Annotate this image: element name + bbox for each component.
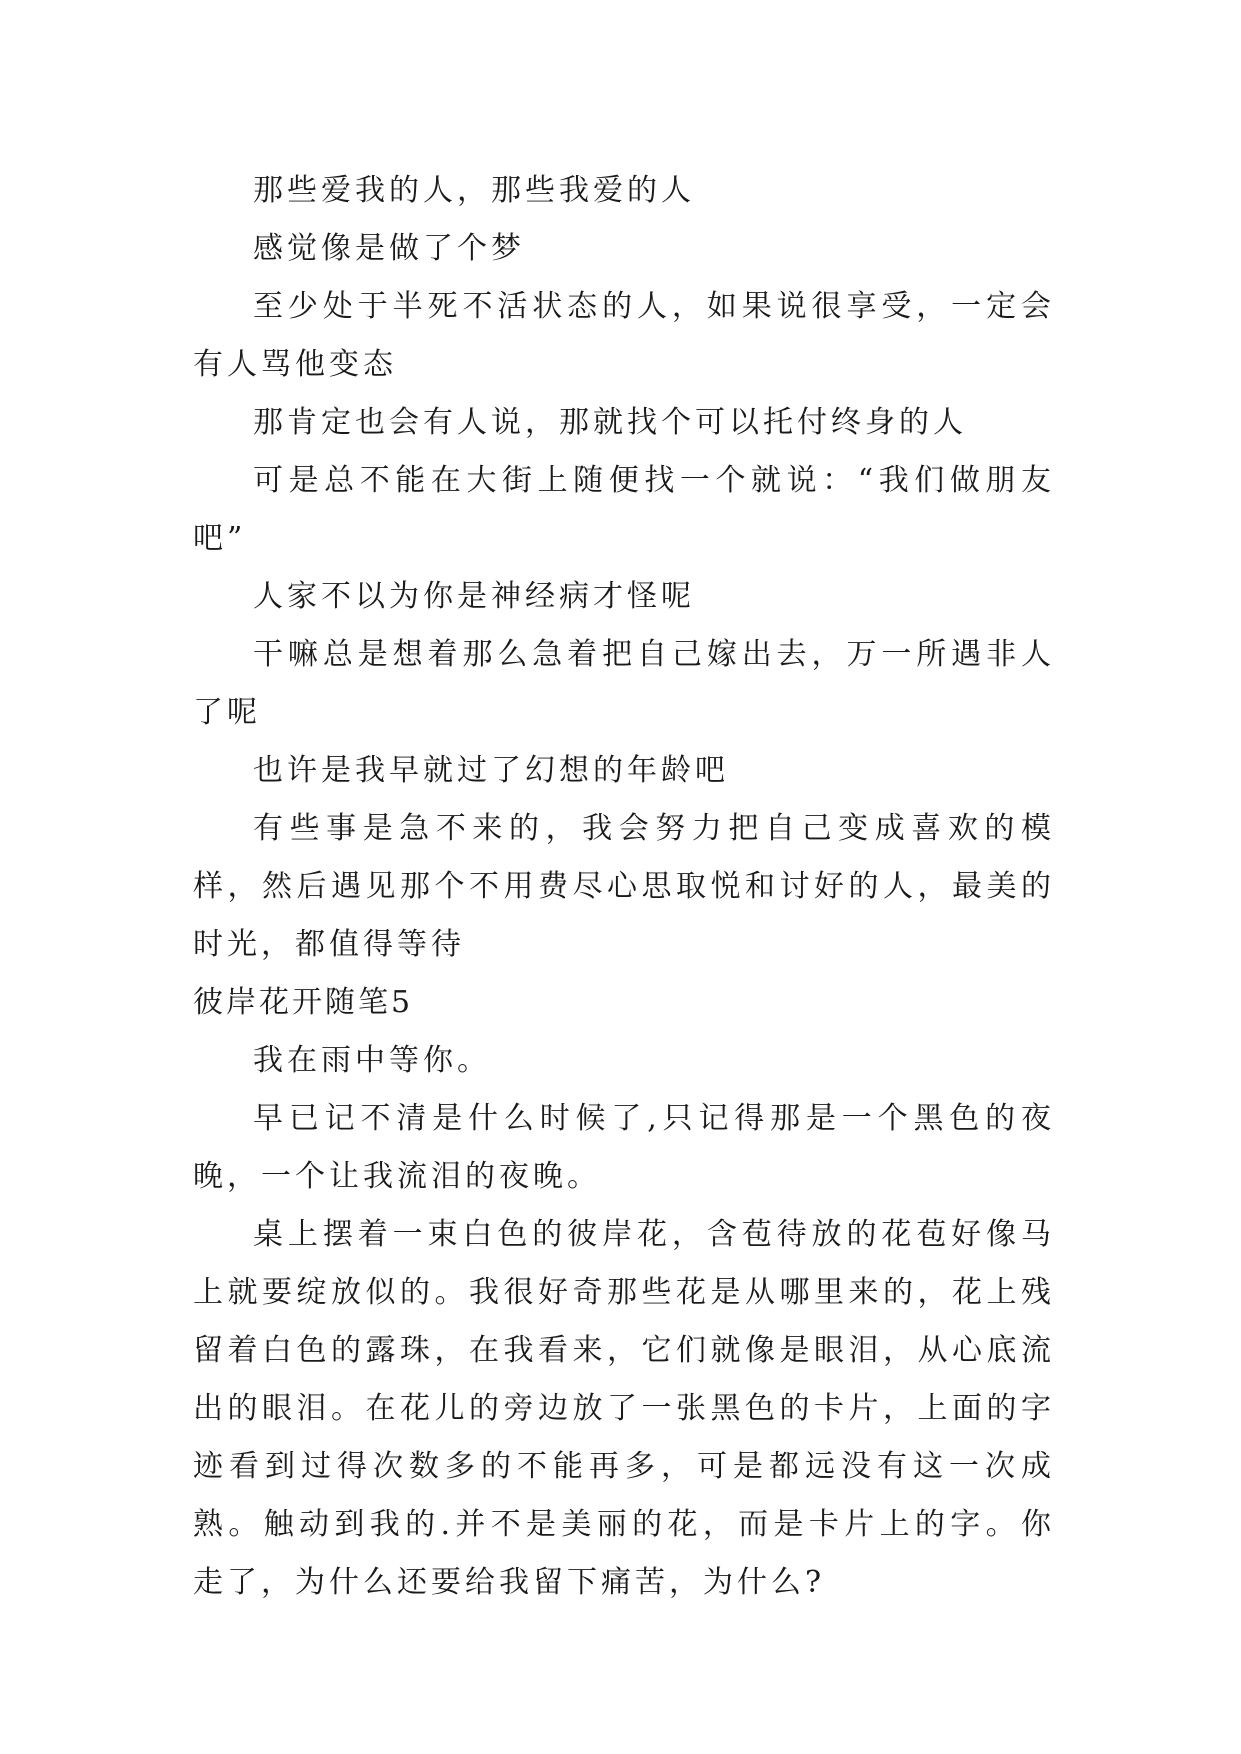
paragraph: 感觉像是做了个梦 [253, 231, 525, 266]
document-body [193, 162, 1055, 1612]
paragraph: 人家不以为你是神经病才怪呢 [253, 579, 695, 614]
paragraph: 至少处于半死不活状态的人，如果说很享受，一定会有人骂他变态 [193, 289, 1055, 382]
paragraph: 我在雨中等你。 [253, 1043, 491, 1078]
paragraph: 也许是我早就过了幻想的年龄吧 [253, 753, 729, 788]
paragraph: 可是总不能在大街上随便找一个就说：“我们做朋友吧” [193, 463, 1055, 556]
paragraph: 早已记不清是什么时候了,只记得那是一个黑色的夜晚，一个让我流泪的夜晚。 [193, 1101, 1055, 1194]
section-heading: 彼岸花开随笔5 [193, 985, 414, 1020]
paragraph: 干嘛总是想着那么急着把自己嫁出去，万一所遇非人了呢 [193, 637, 1055, 730]
paragraph: 那肯定也会有人说，那就找个可以托付终身的人 [253, 405, 967, 440]
paragraph: 有些事是急不来的，我会努力把自己变成喜欢的模样，然后遇见那个不用费尽心思取悦和讨好的人，最美的时光，都值得等待 [193, 811, 1055, 962]
paragraph: 那些爱我的人，那些我爱的人 [253, 173, 695, 208]
paragraph: 桌上摆着一束白色的彼岸花，含苞待放的花苞好像马上就要绽放似的。我很好奇那些花是从哪里来的，花上残留着白色的露珠，在我看来，它们就像是眼泪，从心底流出的眼泪。在花儿的旁边放了一张黑色的卡片，上面的字迹看到过得次数多的不能再多，可是都远没有这一次成熟。触动到我的.并不是美丽的花，而是卡片上的字。你走了，为什么还要给我留下痛苦，为什么? [193, 1217, 1055, 1600]
